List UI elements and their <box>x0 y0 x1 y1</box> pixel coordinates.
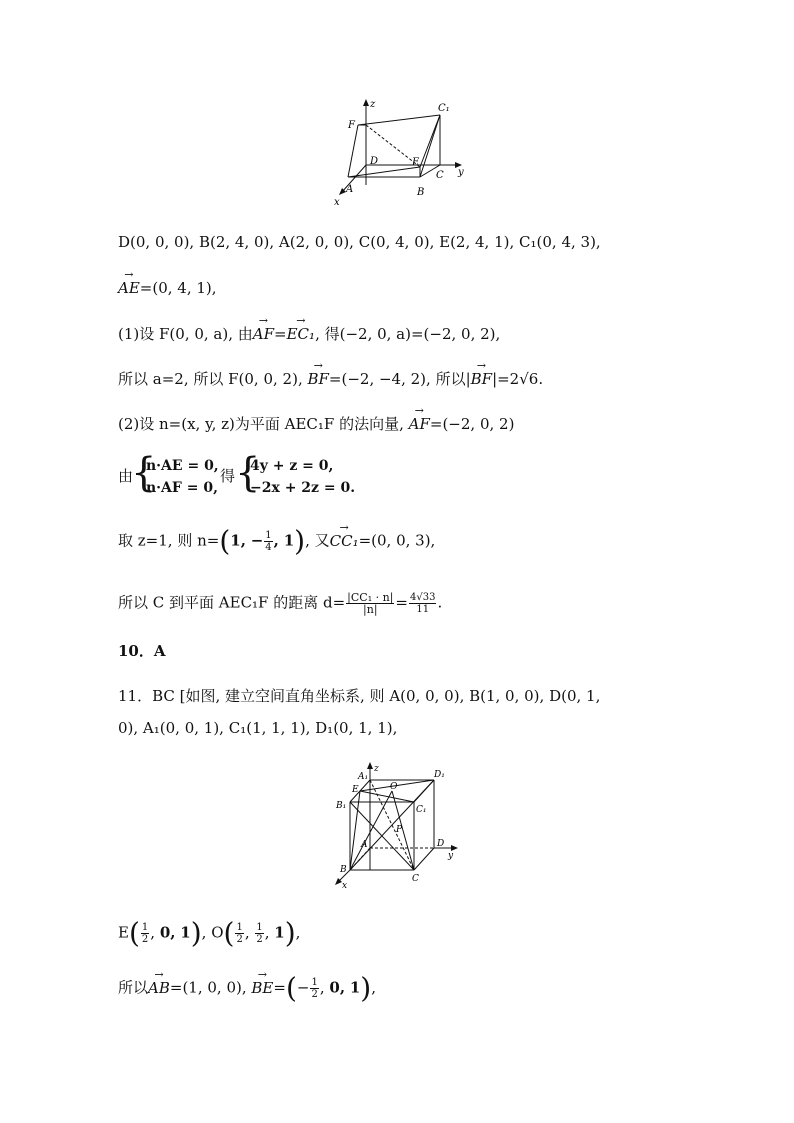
part1-equals: = <box>274 325 287 343</box>
system-you: 由 <box>118 467 134 485</box>
part1-line <box>118 324 500 344</box>
part1-text-a: (1)设 F(0, 0, a), 由 <box>118 325 253 343</box>
vector-AF-2: → AF <box>409 414 430 434</box>
normal-frac: $\frac{1}{4}$ <box>265 530 272 553</box>
fig2-label-E: E <box>352 785 359 795</box>
normal-text-b: , 又 <box>305 531 330 550</box>
fig2-label-D: D <box>437 839 445 849</box>
figure-prism <box>330 95 480 210</box>
point-O-x: $\frac{1}{2}$ <box>236 922 243 945</box>
point-O-z: 1 <box>274 923 285 942</box>
fig2-label-C1: C₁ <box>416 805 427 815</box>
vector-BF-abs: → BF <box>471 369 492 389</box>
vector-BE-minus: − <box>296 978 310 997</box>
part1-text-b: , 得(−2, 0, a)=(−2, 0, 2), <box>315 325 501 343</box>
vector-BF: → BF <box>307 369 328 389</box>
point-O-label: O <box>211 923 224 942</box>
normal-comp-3: 1 <box>283 531 295 550</box>
fig2-label-A: A <box>361 840 368 850</box>
vector-BE-x: $\frac{1}{2}$ <box>311 977 318 1000</box>
vector-AF: → AF <box>253 324 274 344</box>
answer-11-line-1: 11．BC [如图, 建立空间直角坐标系, 则 A(0, 0, 0), B(1, 0, 0), D(0, 1, <box>118 687 601 705</box>
fig2-label-O: O <box>390 782 398 792</box>
fig1-label-C: C <box>436 170 444 181</box>
vector-EC1: → EC₁ <box>287 324 315 344</box>
normal-text-a: 取 z=1, 则 n= <box>118 531 220 550</box>
fig2-label-x: x <box>342 881 348 890</box>
answer-11-line-2: 0), A₁(0, 0, 1), C₁(1, 1, 1), D₁(0, 1, 1), <box>118 719 398 737</box>
system-eq-2: −2x + 2z = 0. <box>250 480 356 496</box>
answer-10: 10．A <box>118 642 166 660</box>
vectors-text-a: 所以 <box>118 978 149 997</box>
fig2-label-C: C <box>412 874 419 884</box>
vector-ae-value: =(0, 4, 1), <box>139 279 217 297</box>
distance-frac: $\frac{\text{|CC₁ · n|}}{|n|}$ <box>347 591 394 616</box>
coordinates-line: D(0, 0, 0), B(2, 4, 0), A(2, 0, 0), C(0, 4, 0), E(2, 4, 1), C₁(0, 4, 3), <box>118 233 601 251</box>
point-O-y: $\frac{1}{2}$ <box>256 922 263 945</box>
normal-comp-1: 1, <box>230 531 246 550</box>
distance-text-a: 所以 C 到平面 AEC₁F 的距离 d= <box>118 593 346 612</box>
fig2-label-B1: B₁ <box>336 801 347 811</box>
distance-line <box>118 592 442 615</box>
system-row-1: n·AE = 0, <box>146 458 219 474</box>
vectors-ab-be-line: 所以→ AB=(1, 0, 0), → BE=(− $\frac{1}{2}$ , 0, 1), <box>118 977 376 1000</box>
system-row-2: n·AF = 0, <box>146 480 218 496</box>
fig1-label-B: B <box>417 187 425 198</box>
fig1-label-E: E <box>412 157 420 168</box>
fig2-label-y: y <box>448 851 454 861</box>
figure-cube <box>330 760 460 890</box>
fig1-label-x: x <box>334 197 340 208</box>
system-de: 得 <box>220 467 236 485</box>
vector-BE: → BE <box>251 978 273 998</box>
fig1-label-z: z <box>370 99 376 110</box>
vector-CC1: → CC₁ <box>330 531 359 551</box>
normal-text-c: =(0, 0, 3), <box>358 531 436 550</box>
fig2-label-z: z <box>374 764 379 774</box>
fig1-label-C1: C₁ <box>438 103 450 114</box>
fig2-label-B: B <box>340 865 347 875</box>
part2-text-b: =(−2, 0, 2) <box>429 415 515 433</box>
distance-end: . <box>437 593 443 612</box>
fig1-label-A: A <box>346 184 354 195</box>
point-E-z: 1 <box>180 923 191 942</box>
bf-line <box>118 369 543 389</box>
distance-value: $\frac{4√33}{11}$ <box>409 592 436 615</box>
distance-eq: = <box>395 593 408 612</box>
bf-text-b: =(−2, −4, 2), 所以| <box>328 370 471 388</box>
fig2-label-D1: D₁ <box>434 770 445 780</box>
part2-line <box>118 414 514 434</box>
vectors-eq: = <box>273 978 286 997</box>
point-E-y: 0, <box>159 923 176 942</box>
point-E-x: $\frac{1}{2}$ <box>141 922 149 945</box>
normal-vector-line: 取 z=1, 则 n=(1, − $\frac{1}{4}$ , 1), 又→ CC₁=(0, 0, 3), <box>118 530 435 553</box>
vector-BE-z: 1 <box>349 978 361 997</box>
points-eo-line: E( $\frac{1}{2}$ , 0, 1), O( $\frac{1}{2}$ , $\frac{1}{2}$ , 1), <box>118 916 301 950</box>
system-brace-1: { <box>131 450 157 496</box>
system-eq-1: 4y + z = 0, <box>250 458 334 474</box>
fig1-label-y: y <box>458 167 464 178</box>
vectors-text-b: =(1, 0, 0), <box>169 978 252 997</box>
fig2-label-P: P <box>396 825 403 835</box>
part2-text-a: (2)设 n=(x, y, z)为平面 AEC₁F 的法向量, <box>118 415 409 433</box>
bf-text-a: 所以 a=2, 所以 F(0, 0, 2), <box>118 370 308 388</box>
point-E-label: E <box>118 923 129 942</box>
fig1-label-D: D <box>370 156 379 167</box>
fig1-label-F: F <box>348 120 355 131</box>
bf-text-c: |=2√6. <box>492 370 544 388</box>
fig2-label-A1: A₁ <box>358 772 369 782</box>
vector-BE-y: 0, <box>329 978 346 997</box>
vector-AE: → AE <box>118 278 140 298</box>
vector-AB: → AB <box>148 978 170 998</box>
vector-ae-line <box>118 278 217 298</box>
system-brace-2: { <box>235 450 261 496</box>
